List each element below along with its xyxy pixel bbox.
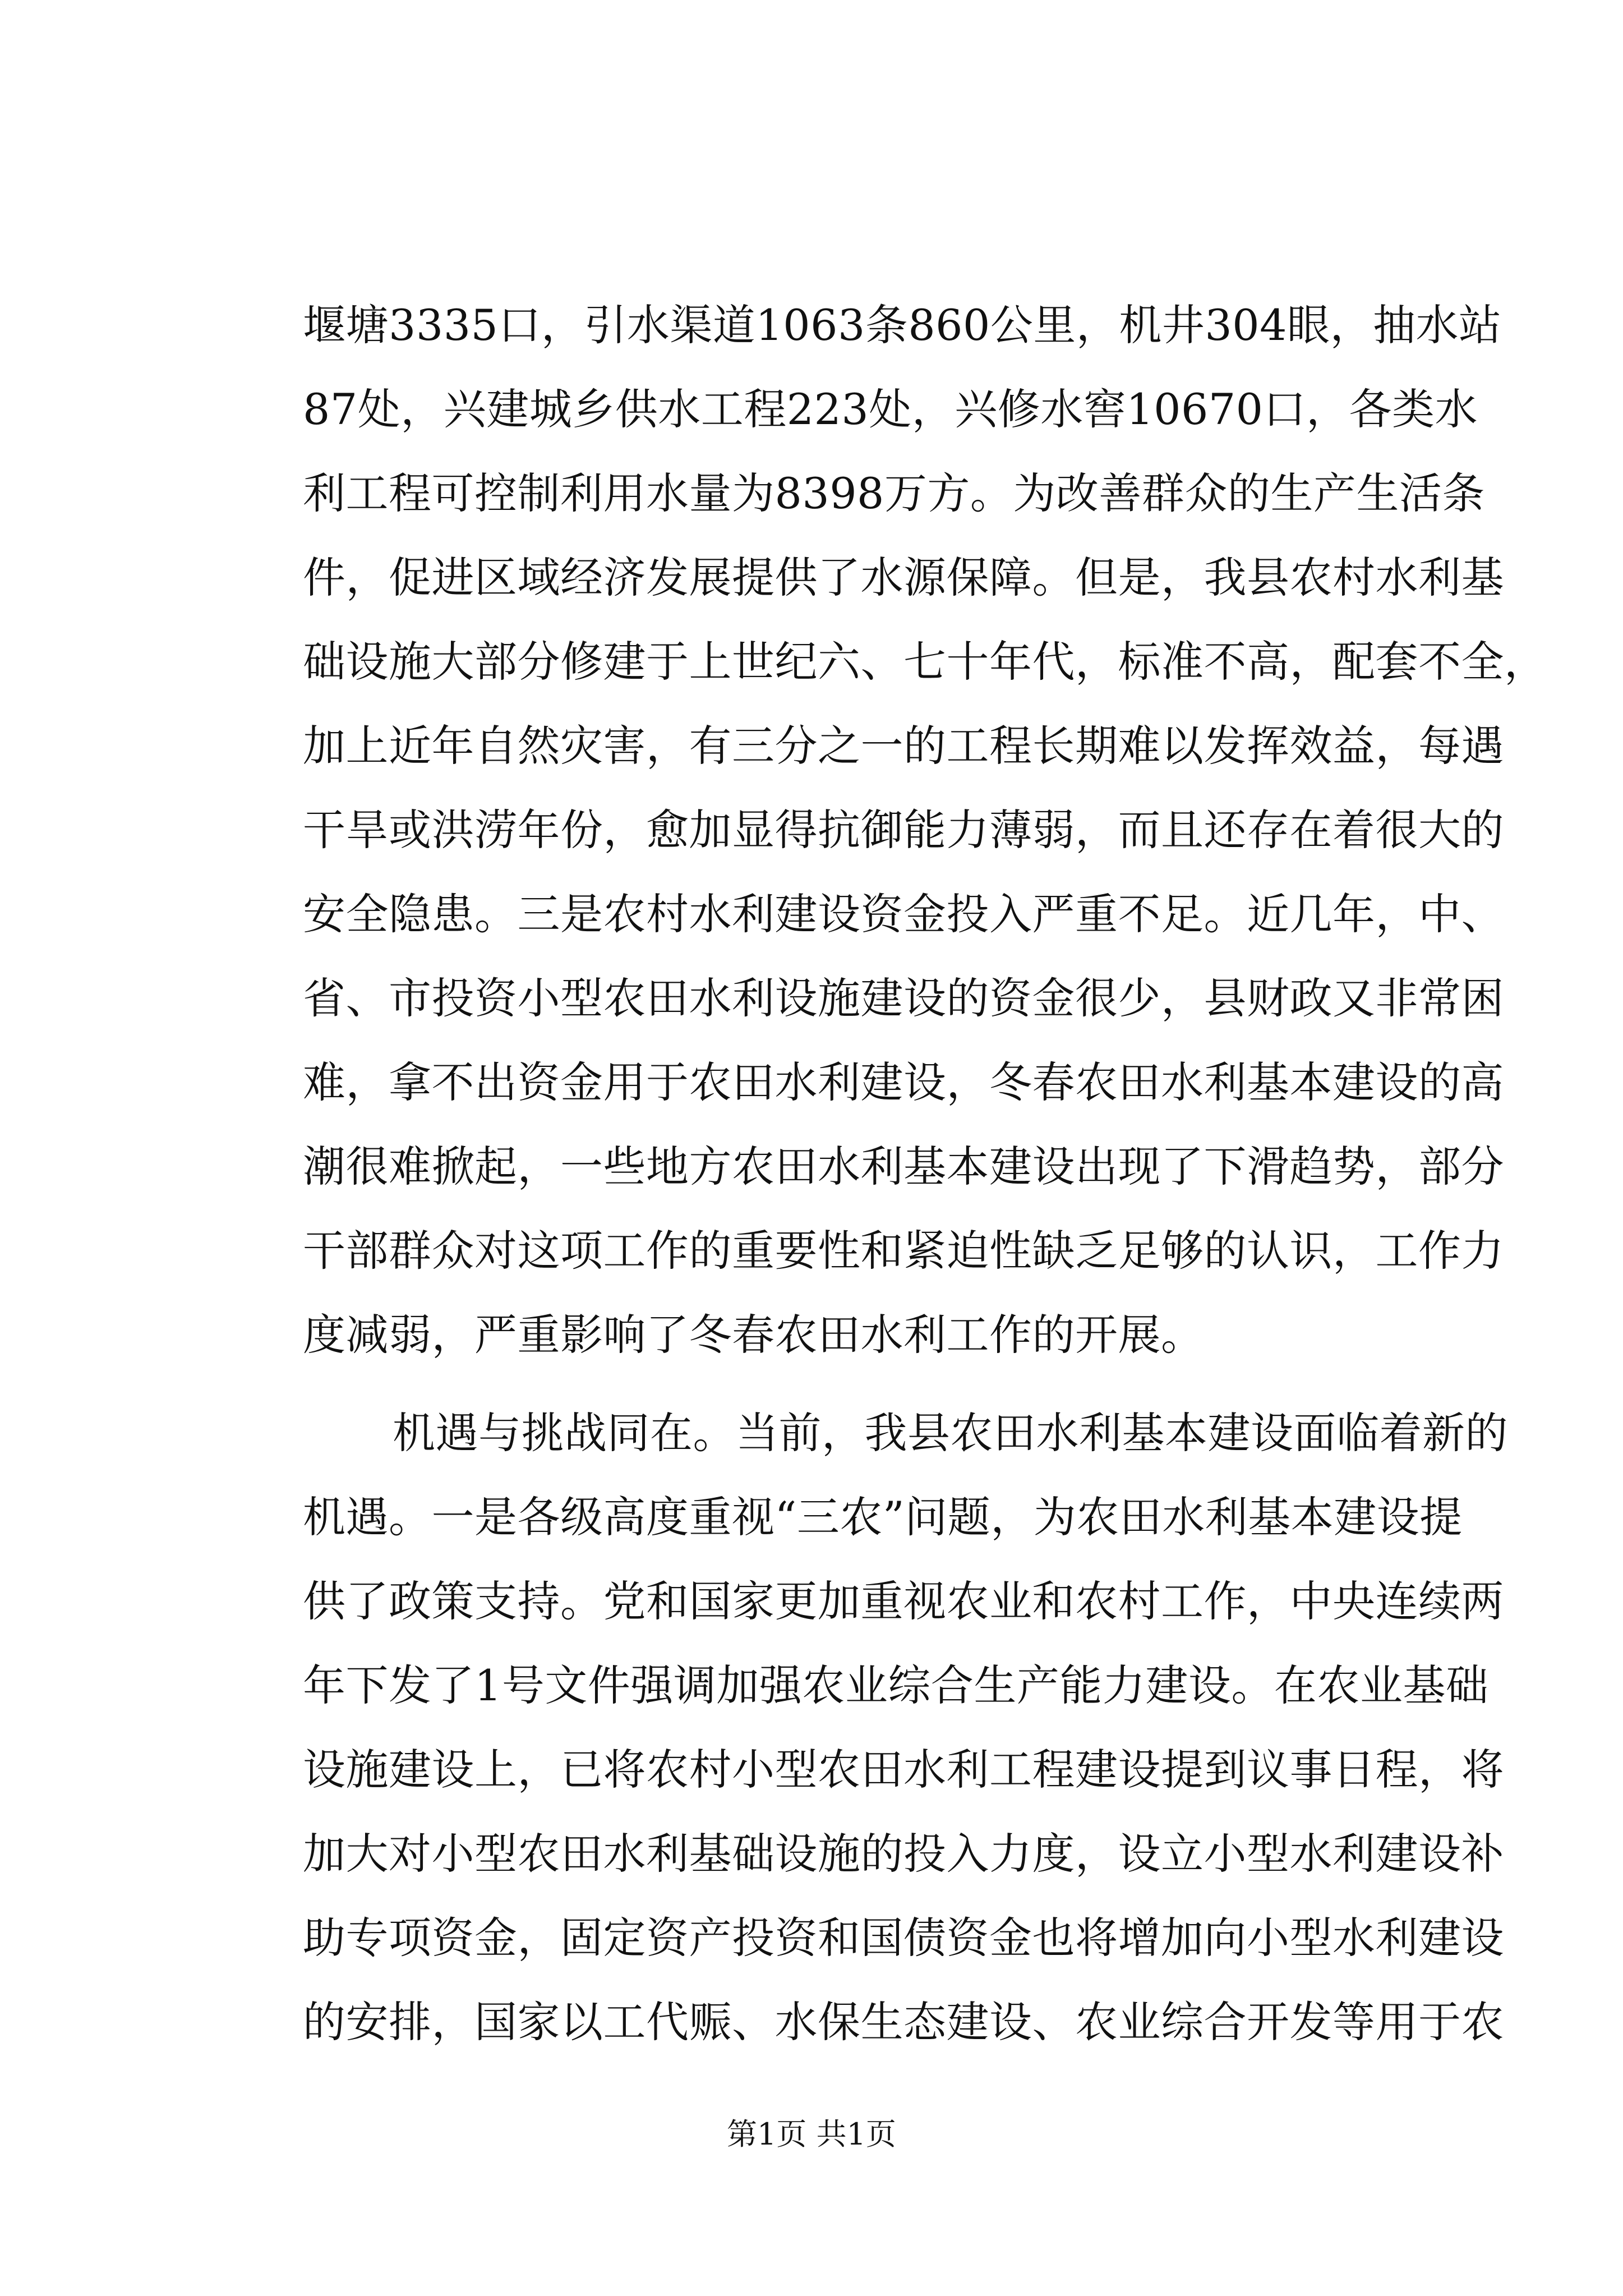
text-line: 加上近年自然灾害，有三分之一的工程长期难以发挥效益，每遇 [303,721,1504,771]
text-line: 年下发了1号文件强调加强农业综合生产能力建设。在农业基础 [303,1660,1489,1710]
text-line: 利工程可控制利用水量为8398万方。为改善群众的生产生活条 [303,468,1485,518]
paragraph-first-line: 机遇与挑战同在。当前，我县农田水利基本建设面临着新的 [393,1408,1508,1458]
text-line: 的安排，国家以工代赈、水保生态建设、农业综合开发等用于农 [303,1997,1504,2047]
text-line: 87处，兴建城乡供水工程223处，兴修水窖10670口，各类水 [303,384,1478,434]
text-line: 安全隐患。三是农村水利建设资金投入严重不足。近几年，中、 [303,889,1504,939]
text-line: 省、市投资小型农田水利设施建设的资金很少，县财政又非常困 [303,973,1504,1023]
text-line: 助专项资金，固定资产投资和国债资金也将增加向小型水利建设 [303,1913,1504,1963]
text-line: 设施建设上，已将农村小型农田水利工程建设提到议事日程，将 [303,1745,1504,1795]
text-line: 堰塘3335口，引水渠道1063条860公里，机井304眼，抽水站 [303,300,1502,350]
text-line: 干旱或洪涝年份，愈加显得抗御能力薄弱，而且还存在着很大的 [303,805,1504,855]
page-number-footer: 第1页 共1页 [727,2116,896,2152]
text-line: 干部群众对这项工作的重要性和紧迫性缺乏足够的认识，工作力 [303,1226,1504,1276]
text-line: 度减弱，严重影响了冬春农田水利工作的开展。 [303,1310,1204,1360]
text-line: 难，拿不出资金用于农田水利建设，冬春农田水利基本建设的高 [303,1057,1504,1107]
text-line: 础设施大部分修建于上世纪六、七十年代，标准不高，配套不全， [303,637,1547,687]
text-line: 加大对小型农田水利基础设施的投入力度，设立小型水利建设补 [303,1829,1504,1879]
text-line: 件，促进区域经济发展提供了水源保障。但是，我县农村水利基 [303,553,1504,602]
text-line: 机遇。一是各级高度重视“三农”问题，为农田水利基本建设提 [303,1492,1463,1542]
text-line: 潮很难掀起，一些地方农田水利基本建设出现了下滑趋势，部分 [303,1142,1504,1191]
text-line: 供了政策支持。党和国家更加重视农业和农村工作，中央连续两 [303,1576,1504,1626]
